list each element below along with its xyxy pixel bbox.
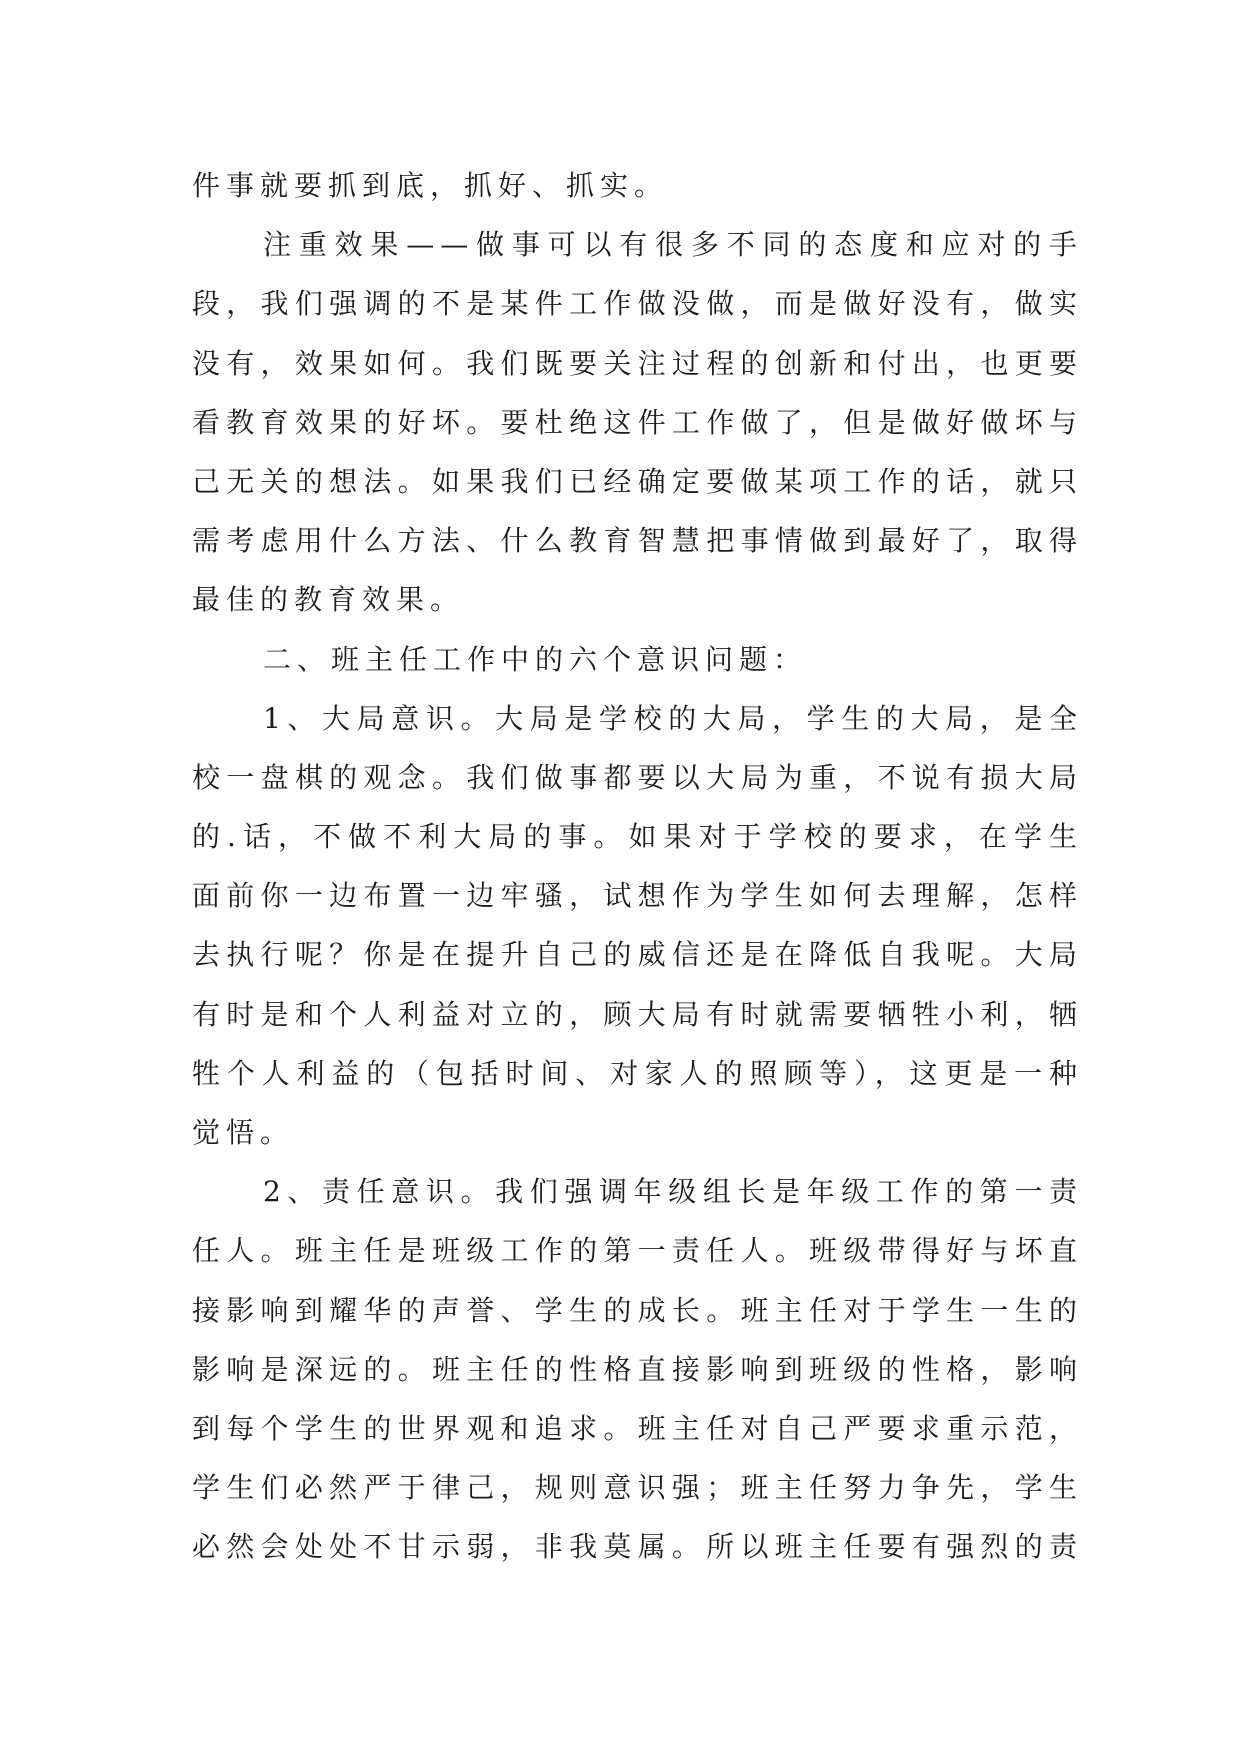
text-line: 看教育效果的好坏。要杜绝这件工作做了，但是做好做坏与 [192,405,1083,439]
section-heading-text: 二、班主任工作中的六个意识问题： [263,642,808,676]
paragraph-overall-awareness [192,689,1083,1163]
text-line: 接影响到耀华的声誉、学生的成长。班主任对于学生一生的 [192,1293,1083,1327]
paragraph-responsibility-awareness [192,1162,1083,1576]
text-line: 己无关的想法。如果我们已经确定要做某项工作的话，就只 [192,464,1083,498]
text-line: 1、大局意识。大局是学校的大局，学生的大局，是全 [263,701,1083,735]
text-line: 影响是深远的。班主任的性格直接影响到班级的性格，影响 [192,1352,1083,1386]
text-line: 段，我们强调的不是某件工作做没做，而是做好没有，做实 [192,287,1083,321]
document-body [192,156,1083,1577]
text-line: 去执行呢？你是在提升自己的威信还是在降低自我呢。大局 [192,938,1083,972]
text-line: 牲个人利益的（包括时间、对家人的照顾等），这更是一种 [192,1056,1083,1090]
text-line: 任人。班主任是班级工作的第一责任人。班级带得好与坏直 [192,1234,1083,1268]
text-line: 校一盘棋的观念。我们做事都要以大局为重，不说有损大局 [192,760,1083,794]
text-line: 需考虑用什么方法、什么教育智慧把事情做到最好了，取得 [192,524,1083,558]
section-heading [192,630,1083,689]
text-line: 有时是和个人利益对立的，顾大局有时就需要牺牲小利，牺 [192,997,1083,1031]
text-line: 2、责任意识。我们强调年级组长是年级工作的第一责 [263,1175,1083,1209]
text-line: 注重效果——做事可以有很多不同的态度和应对的手 [263,228,1083,262]
text-line: 的.话，不做不利大局的事。如果对于学校的要求，在学生 [192,820,1083,854]
text-line: 到每个学生的世界观和追求。班主任对自己严要求重示范， [192,1411,1083,1445]
text-line: 学生们必然严于律己，规则意识强；班主任努力争先，学生 [192,1471,1083,1505]
text-line: 觉悟。 [192,1116,295,1149]
text-line: 件事就要抓到底，抓好、抓实。 [192,169,669,202]
paragraph-focus-on-results [192,215,1083,629]
text-line: 面前你一边布置一边牢骚，试想作为学生如何去理解，怎样 [192,879,1083,913]
text-line: 最佳的教育效果。 [192,583,465,617]
text-line: 必然会处处不甘示弱，非我莫属。所以班主任要有强烈的责 [192,1530,1083,1564]
paragraph-continuation [192,156,1083,215]
text-line: 没有，效果如何。我们既要关注过程的创新和付出，也更要 [192,346,1083,380]
